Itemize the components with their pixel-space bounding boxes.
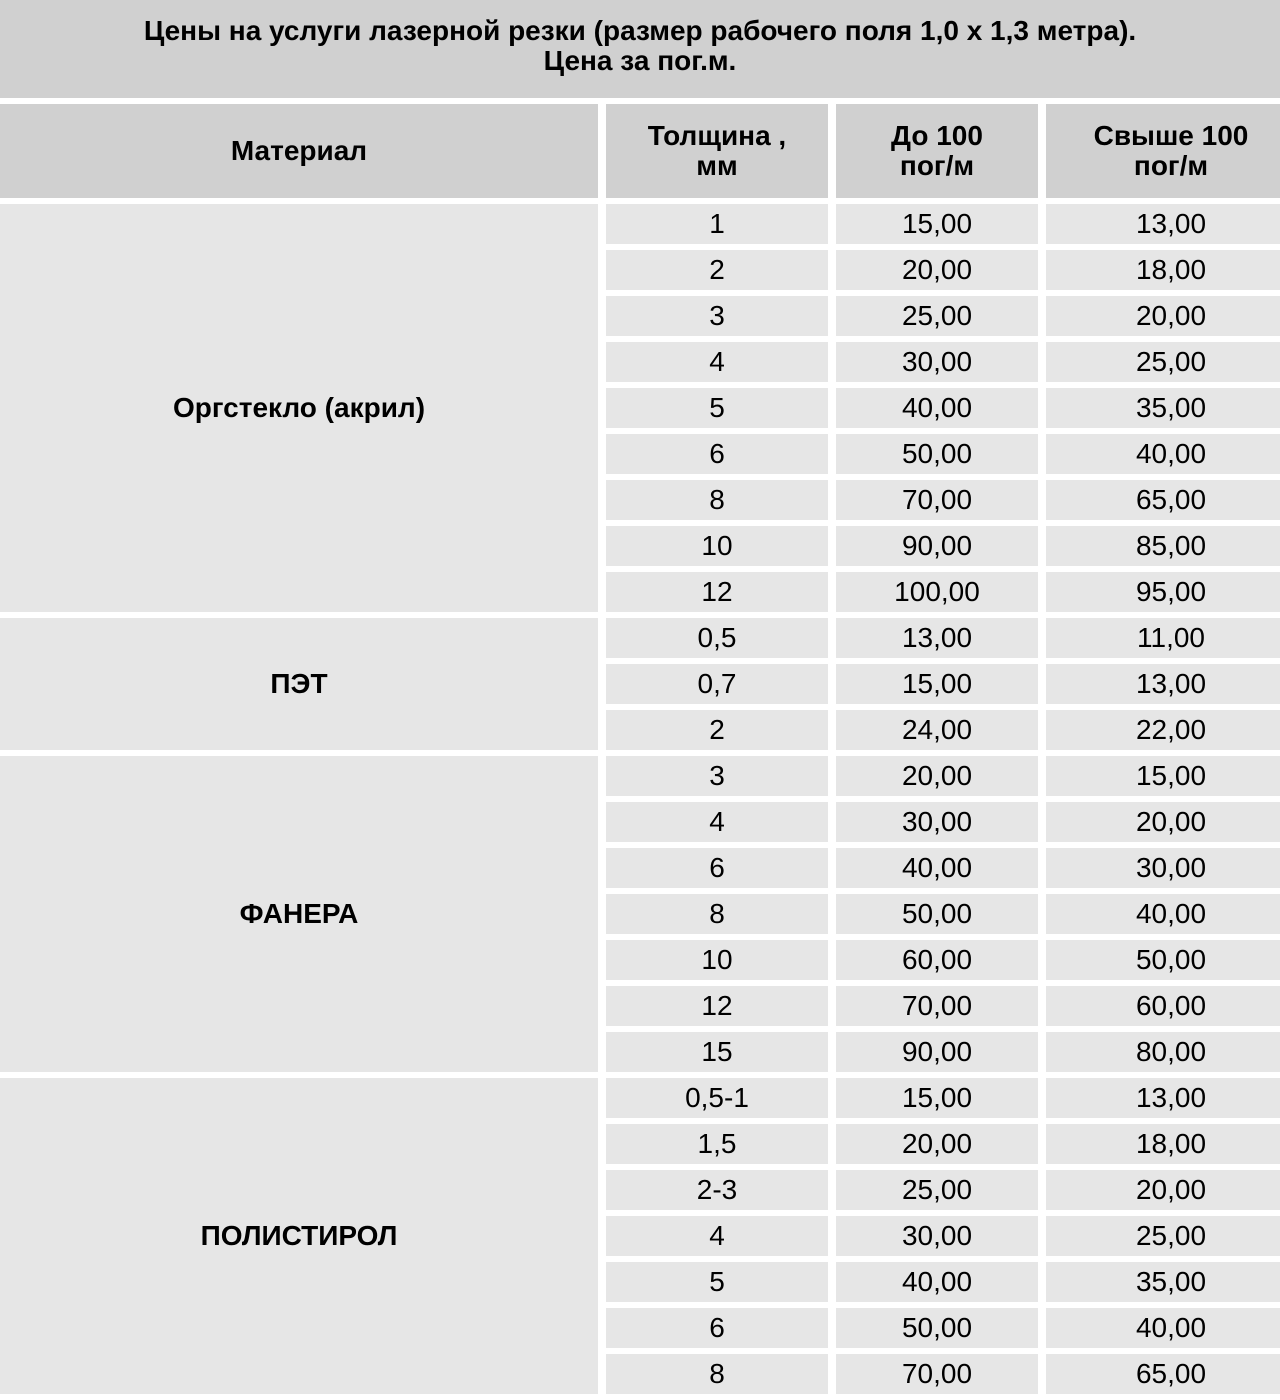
thickness-cell: 10: [606, 526, 828, 566]
price-upto-100-cell: 70,00: [836, 480, 1038, 520]
price-over-100-cell: 85,00: [1046, 526, 1280, 566]
price-over-100-cell: 22,00: [1046, 710, 1280, 750]
thickness-cell: 0,5-1: [606, 1078, 828, 1118]
price-over-100-cell: 11,00: [1046, 618, 1280, 658]
price-over-100-cell: 30,00: [1046, 848, 1280, 888]
thickness-cell: 2: [606, 250, 828, 290]
price-over-100-cell: 15,00: [1046, 756, 1280, 796]
price-upto-100-cell: 50,00: [836, 434, 1038, 474]
price-upto-100-cell: 60,00: [836, 940, 1038, 980]
price-over-100-cell: 18,00: [1046, 1124, 1280, 1164]
material-cell: Оргстекло (акрил): [0, 204, 598, 612]
material-cell: ФАНЕРА: [0, 756, 598, 1072]
price-over-100-cell: 20,00: [1046, 1170, 1280, 1210]
price-upto-100-cell: 40,00: [836, 1262, 1038, 1302]
thickness-cell: 0,5: [606, 618, 828, 658]
header-upto-line1: До 100: [891, 120, 983, 151]
header-over-100: [1046, 104, 1280, 198]
header-upto-100: [836, 104, 1038, 198]
thickness-cell: 12: [606, 572, 828, 612]
price-upto-100-cell: 15,00: [836, 664, 1038, 704]
thickness-cell: 4: [606, 1216, 828, 1256]
price-over-100-cell: 95,00: [1046, 572, 1280, 612]
price-over-100-cell: 65,00: [1046, 480, 1280, 520]
thickness-cell: 8: [606, 480, 828, 520]
price-over-100-cell: 35,00: [1046, 388, 1280, 428]
header-thickness-line2: мм: [696, 150, 738, 181]
thickness-cell: 1: [606, 204, 828, 244]
header-over-line1: Свыше 100: [1093, 120, 1249, 151]
header-thickness-line1: Толщина ,: [647, 120, 787, 151]
price-upto-100-cell: 100,00: [836, 572, 1038, 612]
thickness-cell: 8: [606, 894, 828, 934]
price-over-100-cell: 40,00: [1046, 1308, 1280, 1348]
price-over-100-cell: 60,00: [1046, 986, 1280, 1026]
title-line-1: Цены на услуги лазерной резки (размер рабочего поля 1,0 х 1,3 метра).: [143, 15, 1137, 46]
price-over-100-cell: 25,00: [1046, 342, 1280, 382]
price-over-100-cell: 13,00: [1046, 664, 1280, 704]
table-body: [0, 204, 1280, 1394]
thickness-cell: 8: [606, 1354, 828, 1394]
price-upto-100-cell: 20,00: [836, 250, 1038, 290]
price-table: [0, 98, 1280, 1400]
thickness-cell: 2: [606, 710, 828, 750]
header-upto-line2: пог/м: [899, 150, 975, 181]
price-over-100-cell: 40,00: [1046, 434, 1280, 474]
price-upto-100-cell: 15,00: [836, 1078, 1038, 1118]
price-upto-100-cell: 90,00: [836, 1032, 1038, 1072]
price-upto-100-cell: 24,00: [836, 710, 1038, 750]
price-upto-100-cell: 40,00: [836, 848, 1038, 888]
price-upto-100-cell: 70,00: [836, 1354, 1038, 1394]
price-over-100-cell: 25,00: [1046, 1216, 1280, 1256]
thickness-cell: 6: [606, 1308, 828, 1348]
price-upto-100-cell: 15,00: [836, 204, 1038, 244]
thickness-cell: 3: [606, 756, 828, 796]
material-cell: ПЭТ: [0, 618, 598, 750]
thickness-cell: 15: [606, 1032, 828, 1072]
price-over-100-cell: 50,00: [1046, 940, 1280, 980]
price-over-100-cell: 80,00: [1046, 1032, 1280, 1072]
price-upto-100-cell: 13,00: [836, 618, 1038, 658]
price-upto-100-cell: 30,00: [836, 1216, 1038, 1256]
table-header-row: [0, 104, 1280, 198]
price-over-100-cell: 35,00: [1046, 1262, 1280, 1302]
price-upto-100-cell: 90,00: [836, 526, 1038, 566]
header-material: [0, 104, 598, 198]
price-upto-100-cell: 30,00: [836, 342, 1038, 382]
table-row: [0, 1078, 1280, 1118]
price-over-100-cell: 13,00: [1046, 1078, 1280, 1118]
thickness-cell: 4: [606, 802, 828, 842]
price-over-100-cell: 40,00: [1046, 894, 1280, 934]
header-material-label: Материал: [230, 135, 368, 166]
thickness-cell: 6: [606, 848, 828, 888]
price-over-100-cell: 20,00: [1046, 802, 1280, 842]
price-over-100-cell: 13,00: [1046, 204, 1280, 244]
thickness-cell: 4: [606, 342, 828, 382]
price-over-100-cell: 18,00: [1046, 250, 1280, 290]
price-over-100-cell: 20,00: [1046, 296, 1280, 336]
price-upto-100-cell: 50,00: [836, 1308, 1038, 1348]
price-upto-100-cell: 40,00: [836, 388, 1038, 428]
price-upto-100-cell: 20,00: [836, 1124, 1038, 1164]
table-row: [0, 618, 1280, 658]
material-cell: ПОЛИСТИРОЛ: [0, 1078, 598, 1394]
thickness-cell: 12: [606, 986, 828, 1026]
title-line-2: Цена за пог.м.: [543, 45, 737, 76]
price-over-100-cell: 65,00: [1046, 1354, 1280, 1394]
thickness-cell: 1,5: [606, 1124, 828, 1164]
header-thickness: [606, 104, 828, 198]
thickness-cell: 6: [606, 434, 828, 474]
price-upto-100-cell: 25,00: [836, 296, 1038, 336]
thickness-cell: 5: [606, 1262, 828, 1302]
thickness-cell: 3: [606, 296, 828, 336]
table-row: [0, 204, 1280, 244]
price-upto-100-cell: 50,00: [836, 894, 1038, 934]
thickness-cell: 0,7: [606, 664, 828, 704]
price-upto-100-cell: 25,00: [836, 1170, 1038, 1210]
thickness-cell: 5: [606, 388, 828, 428]
price-upto-100-cell: 30,00: [836, 802, 1038, 842]
thickness-cell: 2-3: [606, 1170, 828, 1210]
price-upto-100-cell: 20,00: [836, 756, 1038, 796]
thickness-cell: 10: [606, 940, 828, 980]
header-over-line2: пог/м: [1133, 150, 1209, 181]
price-upto-100-cell: 70,00: [836, 986, 1038, 1026]
table-row: [0, 756, 1280, 796]
page-title: [0, 0, 1280, 98]
